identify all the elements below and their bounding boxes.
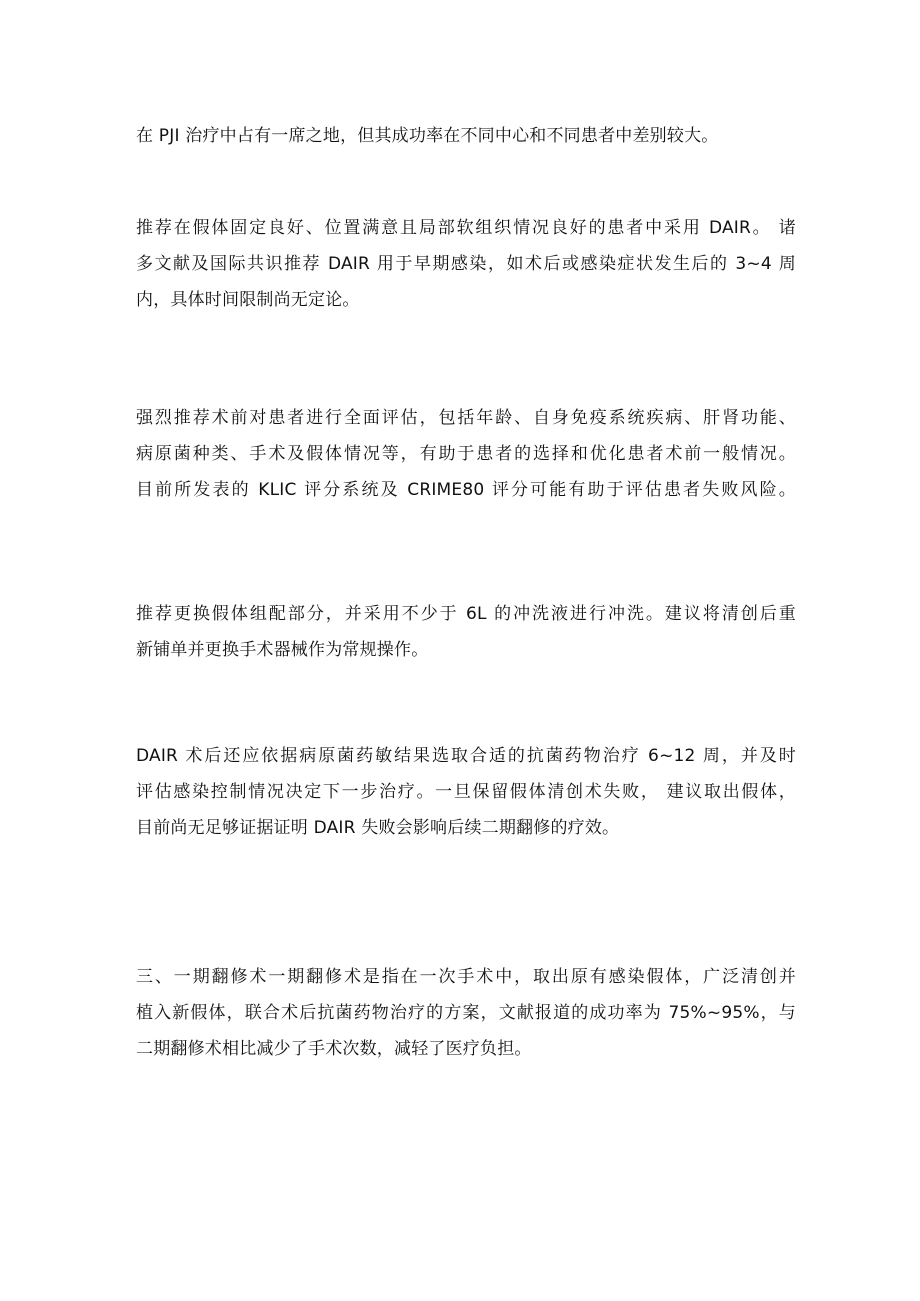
text-line: 在 PJI 治疗中占有一席之地，但其成功率在不同中心和不同患者中差别较大。 — [136, 126, 719, 146]
paragraph-dair-recommendation — [136, 210, 796, 318]
text-line: 病原菌种类、手术及假体情况等，有助于患者的选择和优化患者术前一般情况。 — [136, 444, 796, 464]
text-line: 目前尚无足够证据证明 DAIR 失败会影响后续二期翻修的疗效。 — [136, 818, 620, 838]
text-line: 多文献及国际共识推荐 DAIR 用于早期感染，如术后或感染症状发生后的 3~4 周 — [136, 254, 796, 274]
text-line: 三、一期翻修术一期翻修术是指在一次手术中，取出原有感染假体，广泛清创并 — [136, 967, 796, 987]
text-line: DAIR 术后还应依据病原菌药敏结果选取合适的抗菌药物治疗 6~12 周，并及时 — [136, 746, 796, 766]
text-line: 内，具体时间限制尚无定论。 — [136, 290, 360, 310]
paragraph-preoperative-assessment — [136, 400, 796, 508]
text-line: 评估感染控制情况决定下一步治疗。一旦保留假体清创术失败， 建议取出假体， — [136, 782, 796, 802]
text-line: 植入新假体，联合术后抗菌药物治疗的方案，文献报道的成功率为 75%~95%，与 — [136, 1003, 796, 1023]
paragraph-pji-treatment — [136, 118, 796, 154]
text-line: 新铺单并更换手术器械作为常规操作。 — [136, 640, 429, 660]
paragraph-one-stage-revision — [136, 959, 796, 1067]
text-line: 强烈推荐术前对患者进行全面评估，包括年龄、自身免疫系统疾病、肝肾功能、 — [136, 408, 796, 428]
text-line: 目前所发表的 KLIC 评分系统及 CRIME80 评分可能有助于评估患者失败风险。 — [136, 480, 796, 500]
text-line: 二期翻修术相比减少了手术次数，减轻了医疗负担。 — [136, 1039, 532, 1059]
paragraph-component-exchange — [136, 596, 796, 668]
paragraph-postoperative-antibiotics — [136, 738, 796, 846]
text-line: 推荐更换假体组配部分，并采用不少于 6L 的冲洗液进行冲洗。建议将清创后重 — [136, 604, 796, 624]
text-line: 推荐在假体固定良好、位置满意且局部软组织情况良好的患者中采用 DAIR。 诸 — [136, 218, 796, 238]
